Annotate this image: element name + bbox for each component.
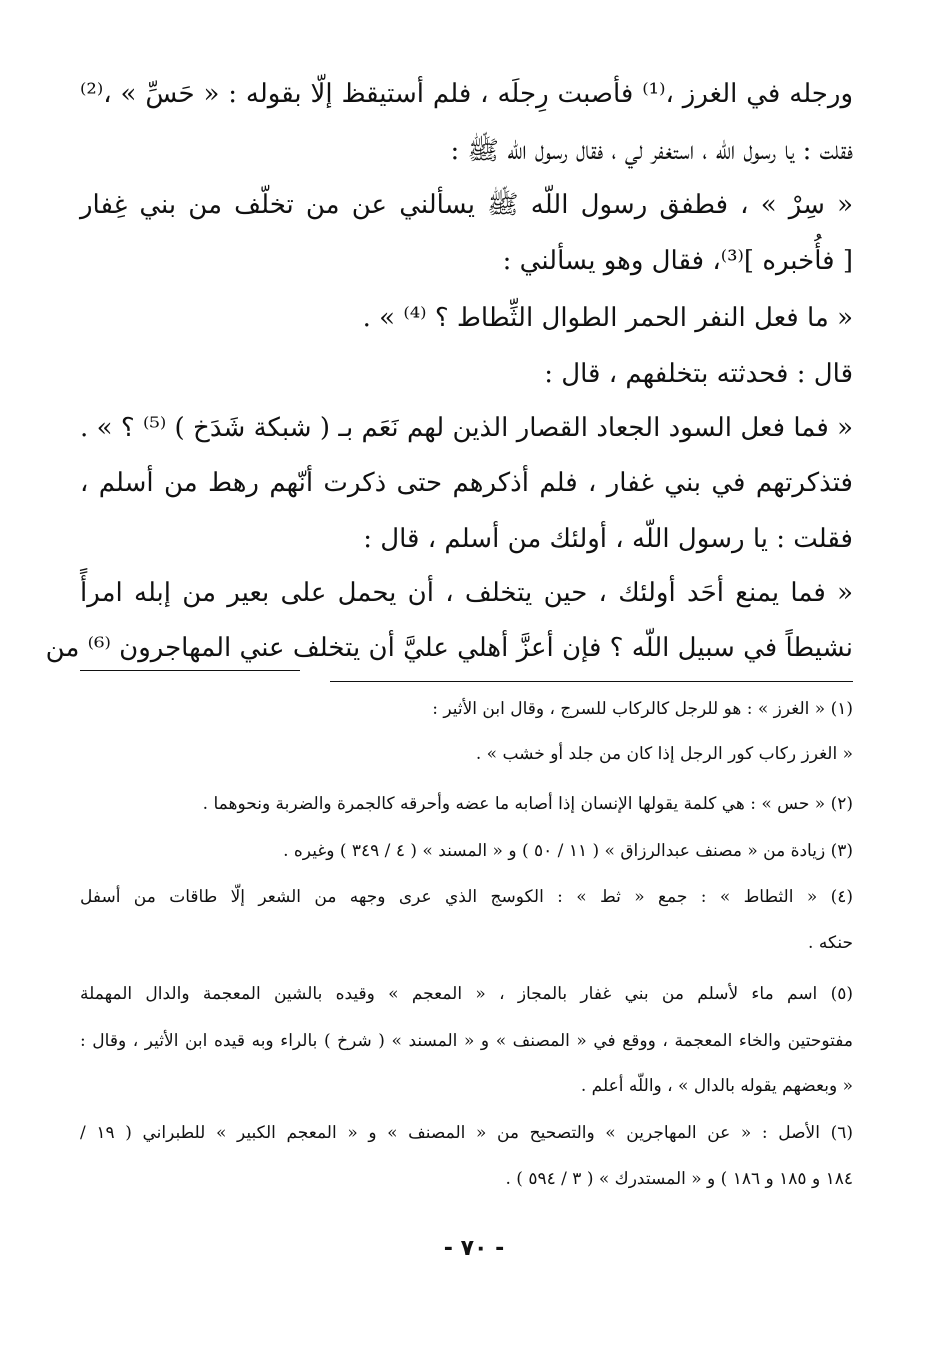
main-text-line-2: فقلت : يا رسول اللّه ، استغفر لي ، فقال رسول اللّه ﷺ : — [450, 136, 853, 166]
main-text-line-7: « فما فعل السود الجعاد القصار الذين لهم نَعَم بـ ( شبكة شَدَخ ) ⁽⁵⁾ ؟ » . — [80, 413, 853, 443]
footnote-line-11: ١٨٤ و ١٨٥ و ١٨٦ ) و « المستدرك » ( ٣ / ٥٩٤ ) . — [505, 1169, 853, 1189]
footnote-line-6: حنكه . — [808, 933, 853, 953]
footnote-line-7: (٥) اسم ماء لأسلم من بني غفار بالمجاز ، « المعجم » وقيده بالشين المعجمة والدال المهملة — [80, 984, 853, 1004]
main-text-line-11: نشيطاً في سبيل اللّه ؟ فإن أعزَّ أهلي عليَّ أن يتخلف عني المهاجرون ⁽⁶⁾ من — [45, 633, 853, 663]
footnote-line-1: (١) « الغرز » : هو للرجل كالركاب للسرج ، وقال ابن الأثير : — [432, 699, 853, 719]
footnote-line-4: (٣) زيادة من « مصنف عبدالرزاق » ( ١١ / ٥٠ ) و « المسند » ( ٤ / ٣٤٩ ) وغيره . — [283, 841, 853, 861]
footnote-line-2: « الغرز ركاب كور الرجل إذا كان من جلد أو خشب » . — [475, 744, 853, 764]
main-text-line-5: « ما فعل النفر الحمر الطوال الثِّطاط ؟ ⁽⁴⁾ » . — [362, 303, 853, 333]
footnote-line-9: « وبعضهم يقوله بالدال » ، واللّه أعلم . — [580, 1076, 853, 1096]
footnote-line-10: (٦) الأصل : « عن المهاجرين » والتصحيح من « المصنف » و « المعجم الكبير » للطبراني ( ١٩ / — [80, 1123, 853, 1143]
main-text-line-4: [ فأُخبره ]⁽³⁾، فقال وهو يسألني : — [502, 246, 853, 276]
main-text-line-8: فتذكرتهم في بني غفار ، فلم أذكرهم حتى ذكرت أنّهم رهط من أسلم ، — [80, 468, 853, 498]
footnote-line-3: (٢) « حس » : هي كلمة يقولها الإنسان إذا أصابه ما عضه وأحرقه كالجمرة والضربة ونحوهما . — [202, 794, 853, 814]
footnote-line-8: مفتوحتين والخاء المعجمة ، ووقع في « المصنف » و « المسند » ( شرخ ) بالراء وبه قيده ابن الأثير ، وقال : — [80, 1031, 853, 1051]
main-text-line-10: « فما يمنع أحَد أولئك ، حين يتخلف ، أن يحمل على بعير من إبله امرأً — [80, 578, 853, 608]
main-text-line-9: فقلت : يا رسول اللّه ، أولئك من أسلم ، قال : — [363, 524, 853, 554]
main-text-line-6: قال : فحدثته بتخلفهم ، قال : — [544, 359, 853, 389]
footnote-separator — [330, 681, 853, 682]
main-text-line-3: « سِرْ » ، فطفق رسول اللّه ﷺ يسألني عن من تخلّف من بني غِفار — [80, 190, 853, 220]
page-number: - ٧٠ - — [443, 1236, 505, 1261]
main-text-line-1: ورجله في الغرز ،⁽¹⁾ فأصبت رِجلَه ، فلم أستيقظ إلّا بقوله : « حَسِّ » ،⁽²⁾ — [80, 79, 853, 109]
footnote-line-5: (٤) « الثطاط » : جمع « ثط » : الكوسج الذي عرى وجهه من الشعر إلّا طاقات من أسفل — [80, 887, 853, 907]
text-underline — [80, 670, 300, 671]
